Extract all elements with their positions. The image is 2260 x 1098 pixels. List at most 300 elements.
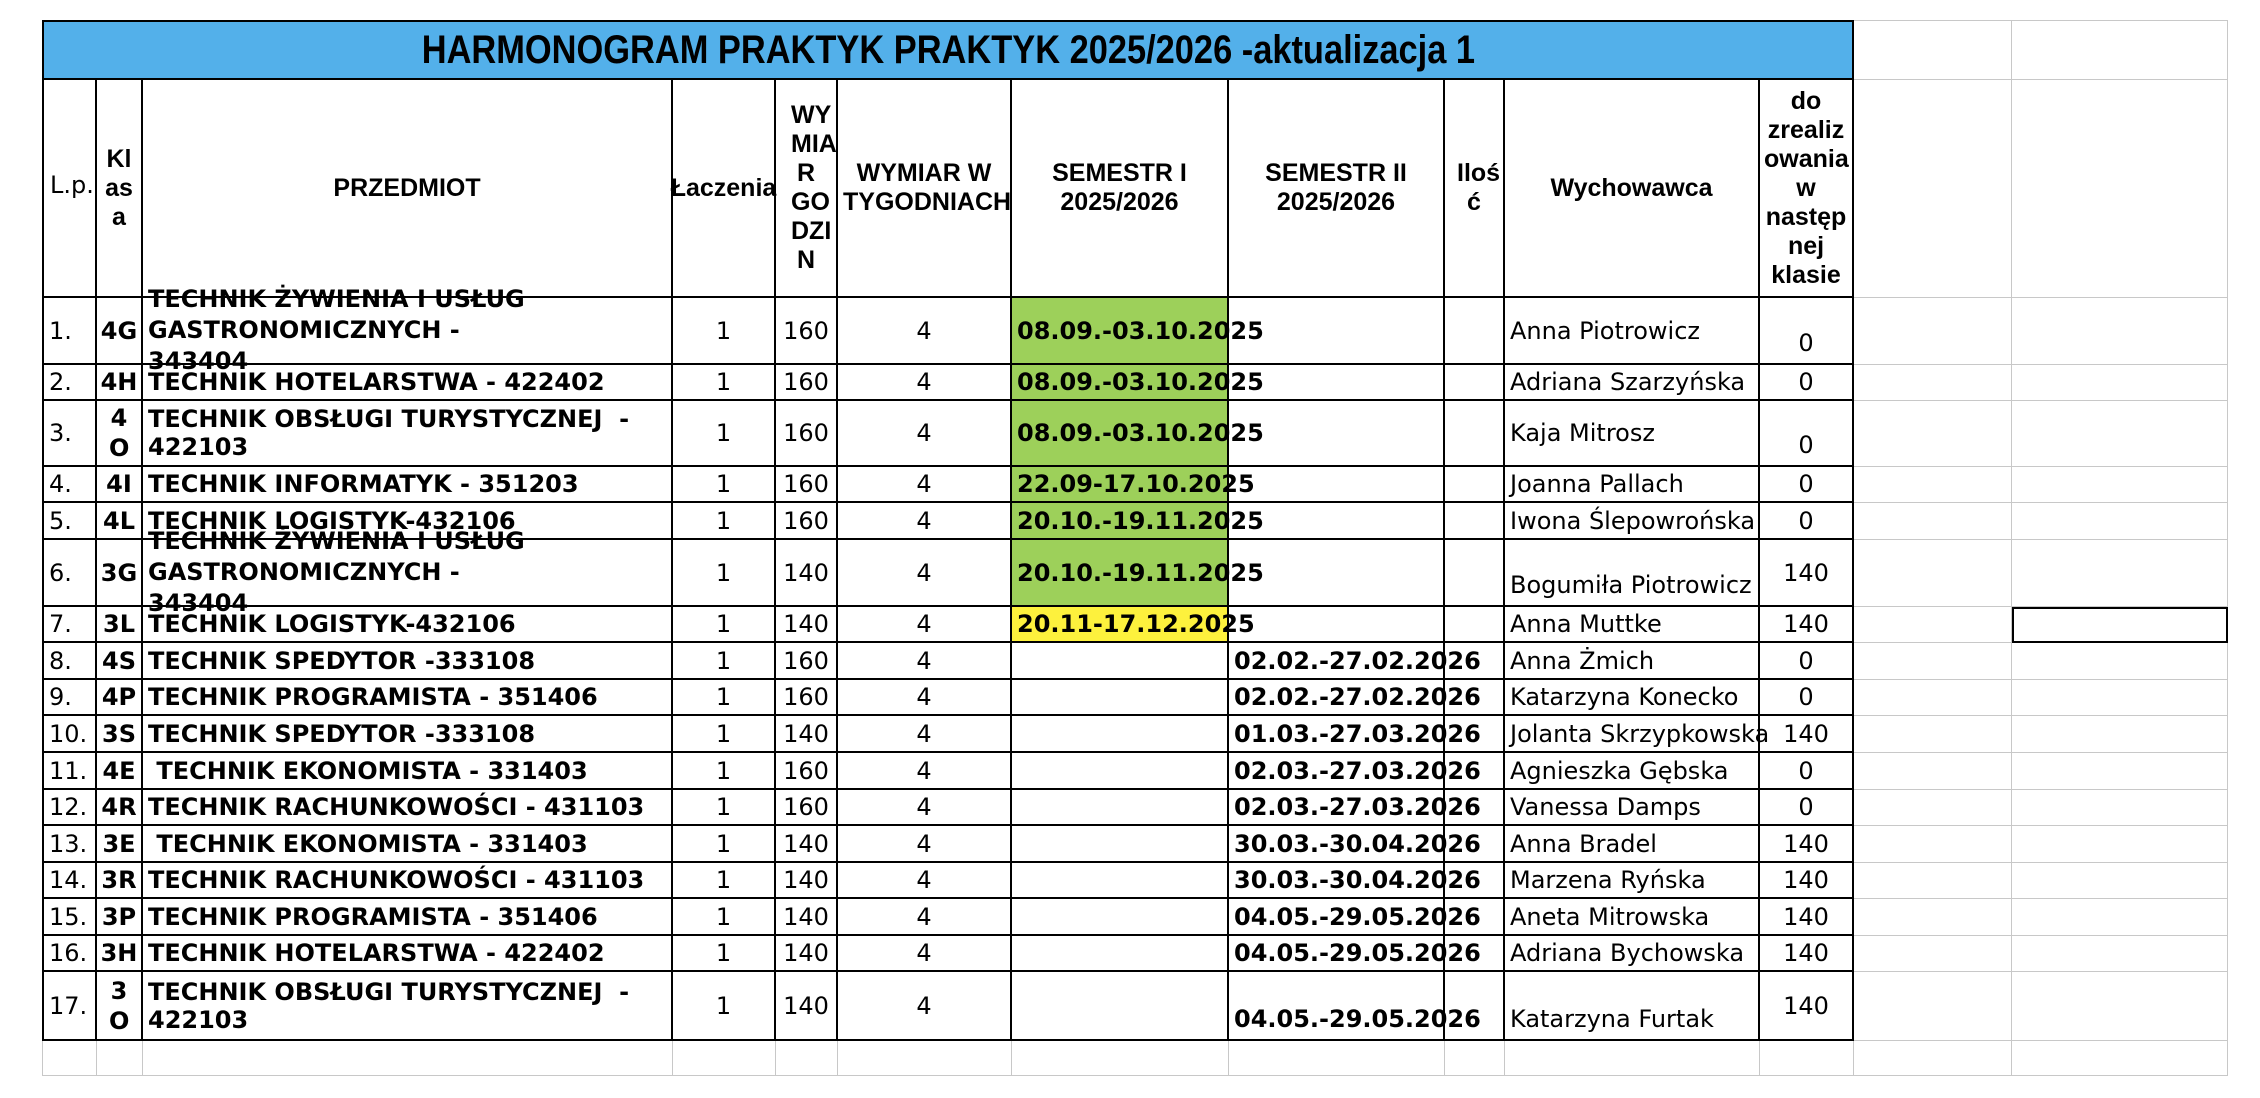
row-klasa[interactable]	[97, 680, 143, 716]
header-klasa[interactable]	[97, 80, 143, 298]
empty-cell[interactable]	[2012, 503, 2228, 540]
row-tygodnie-text: 4	[916, 793, 932, 821]
row-laczenia-text: 1	[715, 829, 732, 858]
row-wychowawca[interactable]	[1505, 643, 1760, 680]
header-wymiar-tygodnie[interactable]	[838, 80, 1012, 298]
row-godziny[interactable]	[776, 607, 838, 643]
empty-cell[interactable]	[1854, 607, 2012, 643]
row-tygodnie-text: 4	[916, 829, 932, 858]
row-do-realizacji[interactable]	[1760, 643, 1854, 680]
row-wychowawca-text: Adriana Bychowska	[1510, 939, 1745, 967]
row-lp[interactable]	[42, 936, 97, 972]
row-godziny-text: 140	[783, 719, 829, 748]
row-wychowawca[interactable]	[1505, 899, 1760, 936]
row-godziny[interactable]	[776, 680, 838, 716]
row-lp[interactable]	[42, 753, 97, 790]
row-ilosc[interactable]	[1445, 298, 1505, 365]
row-godziny-text: 140	[783, 610, 829, 638]
empty-cell[interactable]	[1854, 467, 2012, 503]
empty-cell[interactable]	[1760, 1041, 1854, 1076]
row-tygodnie[interactable]	[838, 467, 1012, 503]
row-semestr1[interactable]	[1012, 753, 1229, 790]
row-klasa-text: 3 O	[109, 976, 130, 1035]
row-godziny-text: 160	[783, 419, 829, 447]
row-laczenia-text: 1	[715, 558, 732, 587]
empty-cell[interactable]	[2012, 716, 2228, 753]
empty-cell[interactable]	[1854, 20, 2012, 80]
row-ilosc[interactable]	[1445, 643, 1505, 680]
row-tygodnie[interactable]	[838, 863, 1012, 899]
row-lp[interactable]	[42, 643, 97, 680]
row-wychowawca[interactable]	[1505, 936, 1760, 972]
row-do-realizacji[interactable]	[1760, 790, 1854, 826]
row-przedmiot[interactable]	[143, 972, 673, 1041]
row-godziny[interactable]	[776, 899, 838, 936]
header-wymiar-godzin[interactable]	[776, 80, 838, 298]
row-klasa[interactable]	[97, 826, 143, 863]
empty-cell[interactable]	[97, 1041, 143, 1076]
row-przedmiot[interactable]	[143, 365, 673, 401]
sheet-title[interactable]	[42, 20, 1854, 80]
empty-cell[interactable]	[776, 1041, 838, 1076]
row-wychowawca-text: Anna Piotrowicz	[1510, 316, 1700, 345]
row-godziny[interactable]	[776, 365, 838, 401]
row-przedmiot[interactable]	[143, 716, 673, 753]
row-tygodnie[interactable]	[838, 540, 1012, 607]
row-przedmiot-text: TECHNIK HOTELARSTWA - 422402	[148, 939, 605, 967]
row-semestr1[interactable]	[1012, 467, 1255, 503]
row-semestr2[interactable]	[1229, 503, 1445, 540]
row-klasa[interactable]	[97, 607, 143, 643]
row-do-realizacji-text: 140	[1783, 902, 1829, 931]
row-laczenia[interactable]	[673, 972, 776, 1041]
row-przedmiot[interactable]	[143, 899, 673, 936]
row-laczenia[interactable]	[673, 540, 776, 607]
row-do-realizacji[interactable]	[1760, 680, 1854, 716]
row-klasa[interactable]	[97, 503, 143, 540]
empty-cell[interactable]	[838, 1041, 1012, 1076]
row-lp[interactable]	[42, 863, 97, 899]
row-tygodnie-text: 4	[916, 866, 932, 894]
empty-cell[interactable]	[2012, 1041, 2228, 1076]
row-przedmiot[interactable]	[143, 936, 673, 972]
empty-cell[interactable]	[1854, 365, 2012, 401]
row-ilosc[interactable]	[1445, 790, 1505, 826]
row-semestr1[interactable]	[1012, 972, 1229, 1041]
empty-cell[interactable]	[2012, 643, 2228, 680]
empty-cell[interactable]	[2012, 540, 2228, 607]
row-lp[interactable]	[42, 607, 97, 643]
empty-cell[interactable]	[2012, 20, 2228, 80]
row-lp[interactable]	[42, 680, 97, 716]
row-laczenia[interactable]	[673, 467, 776, 503]
row-klasa-text: 4S	[102, 646, 136, 675]
row-ilosc[interactable]	[1445, 540, 1505, 607]
row-godziny[interactable]	[776, 972, 838, 1041]
row-tygodnie[interactable]	[838, 401, 1012, 467]
row-semestr2[interactable]	[1229, 540, 1445, 607]
row-laczenia[interactable]	[673, 365, 776, 401]
row-ilosc[interactable]	[1445, 899, 1505, 936]
row-godziny[interactable]	[776, 716, 838, 753]
row-tygodnie[interactable]	[838, 607, 1012, 643]
row-do-realizacji[interactable]	[1760, 826, 1854, 863]
empty-cell[interactable]	[2012, 298, 2228, 365]
row-wychowawca[interactable]	[1505, 826, 1760, 863]
empty-cell[interactable]	[2012, 863, 2228, 899]
row-wychowawca[interactable]	[1505, 790, 1760, 826]
row-tygodnie[interactable]	[838, 298, 1012, 365]
row-godziny[interactable]	[776, 863, 838, 899]
row-do-realizacji-text: 140	[1783, 991, 1829, 1020]
row-laczenia[interactable]	[673, 401, 776, 467]
row-klasa[interactable]	[97, 899, 143, 936]
row-godziny-text: 160	[783, 470, 829, 498]
row-lp[interactable]	[42, 540, 97, 607]
row-wychowawca[interactable]	[1505, 401, 1760, 467]
row-przedmiot-text: TECHNIK SPEDYTOR -333108	[148, 646, 536, 675]
row-przedmiot[interactable]	[143, 753, 673, 790]
row-ilosc[interactable]	[1445, 972, 1505, 1041]
selected-cell[interactable]	[2012, 607, 2228, 643]
row-semestr1[interactable]	[1012, 899, 1229, 936]
row-semestr1[interactable]	[1012, 790, 1229, 826]
row-laczenia[interactable]	[673, 680, 776, 716]
row-semestr1[interactable]	[1012, 643, 1229, 680]
empty-cell[interactable]	[1854, 863, 2012, 899]
empty-cell[interactable]	[42, 1041, 97, 1076]
empty-cell[interactable]	[2012, 365, 2228, 401]
empty-cell[interactable]	[1854, 401, 2012, 467]
row-ilosc[interactable]	[1445, 503, 1505, 540]
row-do-realizacji[interactable]	[1760, 753, 1854, 790]
empty-cell[interactable]	[1854, 643, 2012, 680]
row-tygodnie[interactable]	[838, 826, 1012, 863]
row-tygodnie[interactable]	[838, 503, 1012, 540]
empty-cell[interactable]	[2012, 753, 2228, 790]
row-semestr2[interactable]	[1229, 680, 1481, 716]
row-semestr2[interactable]	[1229, 716, 1481, 753]
row-klasa[interactable]	[97, 401, 143, 467]
row-laczenia-text: 1	[715, 866, 732, 894]
row-przedmiot[interactable]	[143, 826, 673, 863]
header-wymiar-godzin-text: WY MIA R GO DZI N	[791, 101, 837, 274]
row-godziny[interactable]	[776, 503, 838, 540]
empty-cell[interactable]	[2012, 899, 2228, 936]
row-laczenia[interactable]	[673, 298, 776, 365]
row-klasa-text: 4G	[100, 316, 138, 345]
row-semestr1[interactable]	[1012, 401, 1264, 467]
row-godziny[interactable]	[776, 790, 838, 826]
row-do-realizacji[interactable]	[1760, 365, 1854, 401]
row-do-realizacji[interactable]	[1760, 899, 1854, 936]
row-godziny-text: 140	[783, 829, 829, 858]
row-godziny[interactable]	[776, 298, 838, 365]
row-klasa[interactable]	[97, 716, 143, 753]
row-przedmiot-text: TECHNIK EKONOMISTA - 331403	[148, 756, 588, 785]
row-do-realizacji[interactable]	[1760, 607, 1854, 643]
row-semestr2[interactable]	[1229, 863, 1481, 899]
row-ilosc[interactable]	[1445, 365, 1505, 401]
row-semestr1[interactable]	[1012, 365, 1264, 401]
empty-cell[interactable]	[673, 1041, 776, 1076]
empty-cell[interactable]	[1854, 972, 2012, 1041]
row-ilosc[interactable]	[1445, 680, 1505, 716]
row-do-realizacji[interactable]	[1760, 716, 1854, 753]
empty-cell[interactable]	[1854, 716, 2012, 753]
row-ilosc[interactable]	[1445, 607, 1505, 643]
row-laczenia[interactable]	[673, 826, 776, 863]
empty-cell[interactable]	[2012, 80, 2228, 298]
row-wychowawca[interactable]	[1505, 467, 1760, 503]
row-wychowawca[interactable]	[1505, 365, 1760, 401]
row-tygodnie[interactable]	[838, 790, 1012, 826]
row-wychowawca[interactable]	[1505, 716, 1770, 753]
row-przedmiot[interactable]	[143, 527, 673, 617]
row-lp[interactable]	[42, 899, 97, 936]
empty-cell[interactable]	[1854, 826, 2012, 863]
row-laczenia[interactable]	[673, 607, 776, 643]
row-godziny[interactable]	[776, 826, 838, 863]
row-klasa-text: 3G	[100, 558, 138, 587]
header-przedmiot-text: PRZEDMIOT	[333, 173, 481, 202]
row-do-realizacji-text: 140	[1783, 719, 1829, 748]
row-lp[interactable]	[42, 716, 97, 753]
row-klasa[interactable]	[97, 863, 143, 899]
empty-cell[interactable]	[1445, 1041, 1505, 1076]
row-tygodnie[interactable]	[838, 716, 1012, 753]
row-laczenia[interactable]	[673, 716, 776, 753]
row-semestr2[interactable]	[1229, 467, 1445, 503]
empty-cell[interactable]	[2012, 790, 2228, 826]
row-tygodnie[interactable]	[838, 680, 1012, 716]
row-lp[interactable]	[42, 467, 97, 503]
row-tygodnie[interactable]	[838, 365, 1012, 401]
empty-cell[interactable]	[2012, 936, 2228, 972]
row-semestr1-text: 20.10.-19.11.2025	[1017, 558, 1264, 587]
row-klasa[interactable]	[97, 972, 143, 1041]
header-do-realizowania[interactable]	[1760, 80, 1854, 298]
row-klasa[interactable]	[97, 790, 143, 826]
row-semestr1-text: 22.09-17.10.2025	[1017, 470, 1255, 498]
row-godziny[interactable]	[776, 753, 838, 790]
row-lp-text: 4.	[49, 470, 72, 498]
empty-cell[interactable]	[1505, 1041, 1760, 1076]
row-do-realizacji[interactable]	[1760, 503, 1854, 540]
row-tygodnie[interactable]	[838, 643, 1012, 680]
row-semestr2-text: 02.02.-27.02.2026	[1234, 646, 1481, 675]
header-semestr2[interactable]	[1229, 80, 1445, 298]
empty-cell[interactable]	[2012, 826, 2228, 863]
row-klasa[interactable]	[97, 365, 143, 401]
empty-cell[interactable]	[1854, 80, 2012, 298]
empty-cell[interactable]	[1854, 298, 2012, 365]
row-ilosc[interactable]	[1445, 826, 1505, 863]
header-lp[interactable]	[42, 80, 97, 298]
row-lp[interactable]	[42, 826, 97, 863]
row-laczenia[interactable]	[673, 936, 776, 972]
header-wychowawca[interactable]	[1505, 80, 1760, 298]
row-klasa[interactable]	[97, 936, 143, 972]
row-przedmiot[interactable]	[143, 467, 673, 503]
row-lp[interactable]	[42, 401, 97, 467]
row-przedmiot[interactable]	[143, 285, 673, 375]
row-semestr2-text: 04.05.-29.05.2026	[1234, 939, 1481, 967]
row-przedmiot-text: TECHNIK PROGRAMISTA - 351406	[148, 902, 598, 931]
row-semestr2[interactable]	[1229, 298, 1445, 365]
row-ilosc[interactable]	[1445, 467, 1505, 503]
row-do-realizacji[interactable]	[1760, 863, 1854, 899]
row-do-realizacji-text: 0	[1798, 646, 1814, 675]
row-laczenia-text: 1	[715, 793, 732, 821]
row-ilosc[interactable]	[1445, 753, 1505, 790]
row-semestr1-text: 08.09.-03.10.2025	[1017, 419, 1264, 447]
row-wychowawca[interactable]	[1505, 863, 1760, 899]
row-wychowawca-text: Anna Bradel	[1510, 829, 1657, 858]
row-semestr1[interactable]	[1012, 540, 1264, 607]
row-klasa[interactable]	[97, 540, 143, 607]
row-ilosc[interactable]	[1445, 716, 1505, 753]
row-godziny-text: 160	[783, 793, 829, 821]
header-laczenia-text: Łaczenia	[670, 173, 777, 202]
row-wychowawca[interactable]	[1505, 540, 1760, 607]
empty-cell[interactable]	[1854, 936, 2012, 972]
empty-cell[interactable]	[1229, 1041, 1445, 1076]
row-godziny[interactable]	[776, 467, 838, 503]
row-semestr1[interactable]	[1012, 680, 1229, 716]
row-semestr2[interactable]	[1229, 753, 1481, 790]
row-lp[interactable]	[42, 790, 97, 826]
empty-cell[interactable]	[1854, 540, 2012, 607]
row-przedmiot[interactable]	[143, 863, 673, 899]
row-przedmiot[interactable]	[143, 643, 673, 680]
row-przedmiot-text: TECHNIK LOGISTYK-432106	[148, 506, 516, 535]
row-do-realizacji[interactable]	[1760, 467, 1854, 503]
row-godziny-text: 160	[783, 646, 829, 675]
row-semestr1[interactable]	[1012, 826, 1229, 863]
row-semestr2[interactable]	[1229, 790, 1481, 826]
header-semestr1[interactable]	[1012, 80, 1229, 298]
row-przedmiot[interactable]	[143, 790, 673, 826]
row-do-realizacji[interactable]	[1760, 972, 1854, 1041]
row-klasa[interactable]	[97, 643, 143, 680]
row-do-realizacji-text: 0	[1798, 329, 1814, 357]
row-laczenia[interactable]	[673, 790, 776, 826]
empty-cell[interactable]	[1012, 1041, 1229, 1076]
row-semestr2[interactable]	[1229, 643, 1481, 680]
row-semestr2[interactable]	[1229, 607, 1445, 643]
row-lp[interactable]	[42, 972, 97, 1041]
empty-cell[interactable]	[1854, 503, 2012, 540]
row-do-realizacji[interactable]	[1760, 298, 1854, 365]
empty-cell[interactable]	[1854, 1041, 2012, 1076]
header-laczenia[interactable]	[670, 80, 777, 298]
row-semestr1-text: 20.11-17.12.2025	[1017, 610, 1255, 638]
row-do-realizacji-text: 140	[1783, 558, 1829, 587]
row-semestr2[interactable]	[1229, 899, 1481, 936]
row-godziny[interactable]	[776, 643, 838, 680]
row-wychowawca[interactable]	[1505, 607, 1760, 643]
empty-cell[interactable]	[1854, 753, 2012, 790]
row-klasa-text: 4L	[103, 506, 135, 535]
row-semestr2[interactable]	[1229, 365, 1445, 401]
row-semestr1[interactable]	[1012, 863, 1229, 899]
row-laczenia-text: 1	[715, 646, 732, 675]
row-klasa-text: 3R	[101, 866, 137, 894]
row-klasa[interactable]	[97, 467, 143, 503]
row-tygodnie[interactable]	[838, 936, 1012, 972]
row-tygodnie-text: 4	[916, 558, 932, 587]
row-semestr1[interactable]	[1012, 607, 1255, 643]
header-przedmiot[interactable]	[143, 80, 673, 298]
empty-cell[interactable]	[1854, 899, 2012, 936]
row-godziny[interactable]	[776, 401, 838, 467]
row-lp[interactable]	[42, 365, 97, 401]
header-ilosc[interactable]	[1445, 80, 1505, 298]
empty-cell[interactable]	[1854, 680, 2012, 716]
empty-cell[interactable]	[143, 1041, 673, 1076]
row-tygodnie-text: 4	[916, 902, 932, 931]
row-tygodnie[interactable]	[838, 972, 1012, 1041]
row-ilosc[interactable]	[1445, 936, 1505, 972]
row-wychowawca-text: Joanna Pallach	[1510, 470, 1684, 498]
empty-cell[interactable]	[2012, 680, 2228, 716]
row-semestr2[interactable]	[1229, 972, 1481, 1041]
row-laczenia[interactable]	[673, 503, 776, 540]
row-do-realizacji[interactable]	[1760, 401, 1854, 467]
row-semestr1[interactable]	[1012, 936, 1229, 972]
row-do-realizacji[interactable]	[1760, 540, 1854, 607]
row-wychowawca[interactable]	[1505, 753, 1760, 790]
row-semestr2[interactable]	[1229, 826, 1481, 863]
row-wychowawca[interactable]	[1505, 680, 1760, 716]
row-klasa[interactable]	[97, 298, 143, 365]
row-przedmiot[interactable]	[143, 607, 673, 643]
row-laczenia[interactable]	[673, 863, 776, 899]
row-przedmiot[interactable]	[143, 401, 673, 467]
row-klasa[interactable]	[97, 753, 143, 790]
empty-cell[interactable]	[2012, 972, 2228, 1041]
empty-cell[interactable]	[2012, 467, 2228, 503]
row-wychowawca[interactable]	[1505, 298, 1760, 365]
row-semestr1[interactable]	[1012, 503, 1264, 540]
empty-cell[interactable]	[2012, 401, 2228, 467]
row-semestr2[interactable]	[1229, 936, 1481, 972]
row-przedmiot[interactable]	[143, 680, 673, 716]
row-tygodnie[interactable]	[838, 899, 1012, 936]
row-wychowawca[interactable]	[1505, 503, 1760, 540]
row-do-realizacji[interactable]	[1760, 936, 1854, 972]
sheet-title-text: HARMONOGRAM PRAKTYK PRAKTYK 2025/2026 -aktualizacja 1	[421, 27, 1475, 72]
row-ilosc[interactable]	[1445, 401, 1505, 467]
row-godziny[interactable]	[776, 540, 838, 607]
row-godziny-text: 140	[783, 558, 829, 587]
row-lp[interactable]	[42, 503, 97, 540]
row-lp[interactable]	[42, 298, 97, 365]
row-tygodnie[interactable]	[838, 753, 1012, 790]
row-semestr1[interactable]	[1012, 298, 1264, 365]
row-godziny[interactable]	[776, 936, 838, 972]
row-ilosc[interactable]	[1445, 863, 1505, 899]
row-laczenia[interactable]	[673, 753, 776, 790]
row-semestr1[interactable]	[1012, 716, 1229, 753]
row-laczenia[interactable]	[673, 899, 776, 936]
row-semestr2[interactable]	[1229, 401, 1445, 467]
row-laczenia[interactable]	[673, 643, 776, 680]
row-wychowawca[interactable]	[1505, 972, 1760, 1041]
row-przedmiot-text: TECHNIK PROGRAMISTA - 351406	[148, 683, 598, 711]
empty-cell[interactable]	[1854, 790, 2012, 826]
